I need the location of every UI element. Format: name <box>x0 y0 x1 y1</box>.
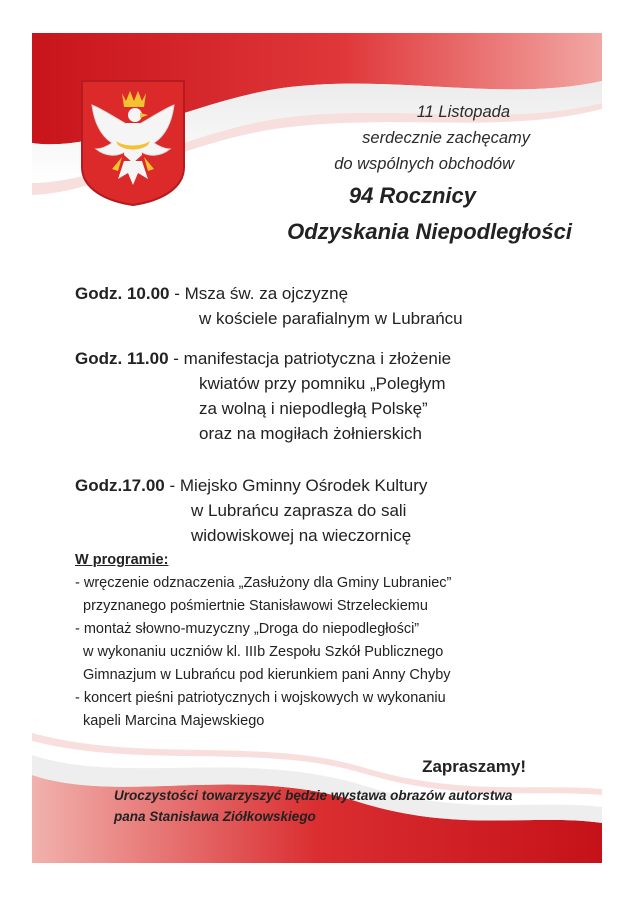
program-item: - wręczenie odznaczenia „Zasłużony dla Gminy Lubraniec” <box>75 575 452 591</box>
program-heading: W programie: <box>75 552 169 568</box>
schedule-desc-cont: w kościele parafialnym w Lubrańcu <box>199 309 463 328</box>
program-item-cont: kapeli Marcina Majewskiego <box>83 713 265 729</box>
program-item-cont: przyznanego pośmiertnie Stanisławowi Strzeleckiemu <box>83 598 428 614</box>
schedule-desc: Miejsko Gminny Ośrodek Kultury <box>179 476 428 495</box>
exhibition-note <box>114 785 512 827</box>
schedule-desc: Msza św. za ojczyznę <box>184 284 349 303</box>
schedule-time: Godz. 10.00 <box>75 284 170 303</box>
schedule-time: Godz. 11.00 <box>75 349 169 368</box>
program-section <box>75 549 451 733</box>
schedule-item-1000 <box>75 281 463 328</box>
exhibition-line-1: Uroczystości towarzyszyć będzie wystawa obrazów autorstwa <box>114 788 513 803</box>
program-item-cont: Gimnazjum w Lubrańcu pod kierunkiem pani Anny Chyby <box>83 667 451 683</box>
schedule-separator: - <box>169 284 185 303</box>
schedule-time: Godz.17.00 <box>75 476 165 495</box>
invite-line-2: do wspólnych obchodów <box>334 155 514 173</box>
schedule-separator: - <box>168 349 184 368</box>
schedule-desc-cont: kwiatów przy pomniku „Poległym <box>199 374 446 393</box>
schedule-separator: - <box>164 476 180 495</box>
program-item: - koncert pieśni patriotycznych i wojskowych w wykonaniu <box>75 690 446 706</box>
schedule-item-1700 <box>75 473 428 545</box>
program-item-cont: w wykonaniu uczniów kl. IIIb Zespołu Szkół Publicznego <box>83 644 444 660</box>
event-date: 11 Listopada <box>416 103 510 121</box>
schedule-desc-cont: oraz na mogiłach żołnierskich <box>199 424 422 443</box>
schedule-item-1100 <box>75 346 452 443</box>
invite-text: Zapraszamy! <box>422 757 526 776</box>
invite-line: serdecznie zachęcamy <box>362 129 530 147</box>
program-item: - montaż słowno-muzyczny „Droga do niepodległości” <box>75 621 420 637</box>
exhibition-line-2: pana Stanisława Ziółkowskiego <box>114 809 316 824</box>
schedule-desc: manifestacja patriotyczna i złożenie <box>183 349 452 368</box>
anniversary-title: 94 Rocznicy <box>348 183 476 208</box>
independence-title: Odzyskania Niepodległości <box>287 219 572 244</box>
schedule-desc-cont: widowiskowej na wieczornicę <box>191 526 412 545</box>
schedule-desc-cont: w Lubrańcu zaprasza do sali <box>191 501 407 520</box>
schedule-desc-cont: za wolną i niepodległą Polskę” <box>199 399 428 418</box>
white-eagle-emblem-icon <box>78 77 188 207</box>
poster <box>32 33 602 863</box>
